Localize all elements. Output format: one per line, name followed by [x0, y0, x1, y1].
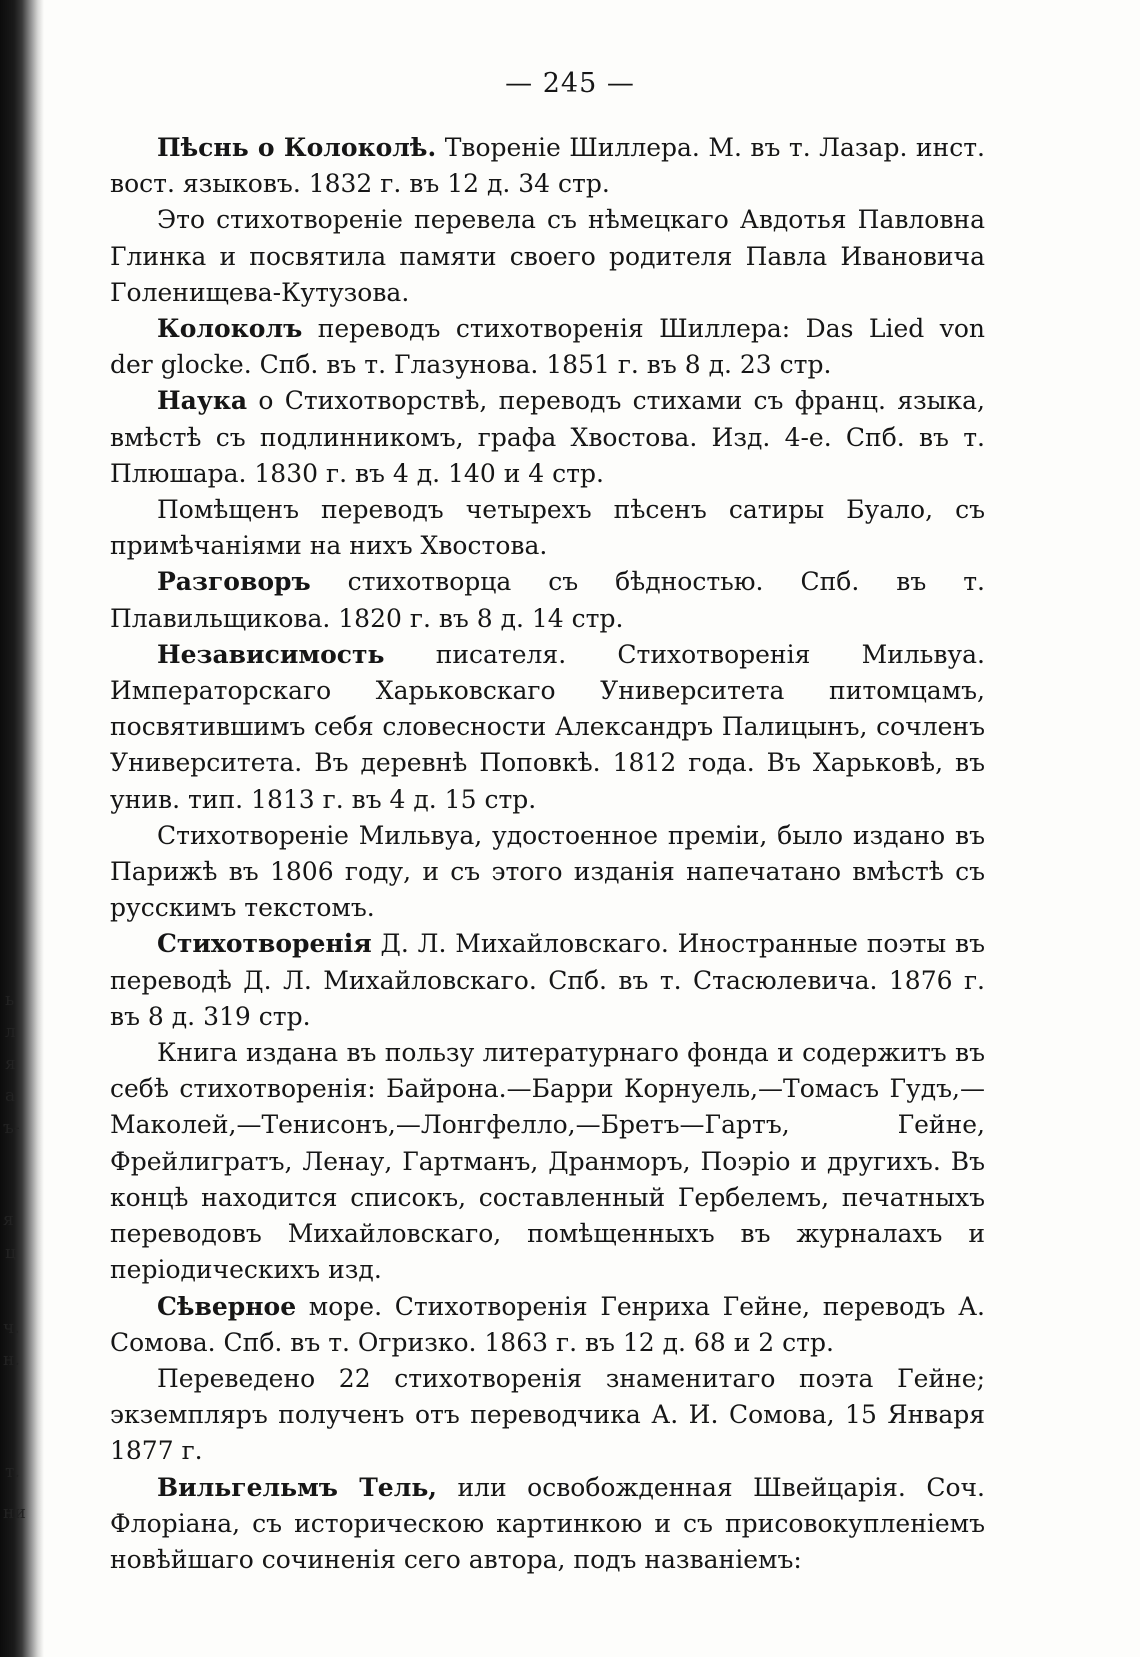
entry-body: переводъ стихотворенія Шиллера: Das Lied von der glocke. Спб. въ т. Глазунова. 1851 г. въ 8 д. 23 стр.: [110, 314, 985, 380]
entry-body: Это стихотвореніе перевела съ нѣмецкаго Авдотья Павловна Глинка и посвятила памяти своего родителя Павла Ивановича Голенищева-Кутузова.: [110, 205, 985, 307]
entry-paragraph: [110, 311, 985, 383]
entry-body: море. Стихотворенія Генриха Гейне, переводъ А. Сомова. Спб. въ т. Огризко. 1863 г. въ 12 д. 68 и 2 стр.: [110, 1291, 985, 1357]
entry-title: Пѣснь о Колоколѣ.: [157, 133, 437, 162]
entry-paragraph: [110, 1470, 985, 1579]
entry-body: или освобожденная Швейцарія. Соч. Флоріана, съ историческою картинкою и съ присовокупленіемъ новѣйшаго сочиненія сего автора, подъ названіемъ:: [110, 1472, 985, 1574]
entry-paragraph: [110, 130, 985, 202]
entry-body: Книга издана въ пользу литературнаго фонда и содержитъ въ себѣ стихотворенія: Байрона.—Барри Корнуель,—Томасъ Гудъ,—Маколей,—Тенисонъ,—Лонгфелло,—Бретъ—Гартъ, Гейне, Фрейлигратъ, Ленау, Гартманъ, Дранморъ, Поэріо и другихъ. Въ концѣ находится списокъ, составленный Гербелемъ, печатныхъ переводовъ Михайловскаго, помѣщенныхъ въ журналахъ и періодическихъ изд.: [110, 1038, 985, 1285]
margin-fragment: ни: [3, 1503, 26, 1523]
entry-title: Наука: [157, 386, 248, 416]
entry-title: Вильгельмъ Тель,: [157, 1472, 438, 1502]
margin-fragment: т.: [5, 1462, 20, 1482]
entry-paragraph: [110, 1289, 985, 1361]
entry-title: Сѣверное: [157, 1291, 297, 1321]
entry-paragraph: [110, 637, 985, 818]
entry-note: [110, 818, 985, 927]
margin-fragment: л: [5, 1022, 16, 1042]
margin-fragment: а: [5, 1086, 16, 1106]
entry-note: [110, 1361, 985, 1470]
margin-fragment: ц: [5, 1243, 16, 1263]
entry-body: о Стихотворствѣ, переводъ стихами съ франц. языка, вмѣстѣ съ подлинникомъ, графа Хвостова. Изд. 4-е. Спб. въ т. Плюшара. 1830 г. въ 4 д. 140 и 4 стр.: [110, 386, 985, 488]
entry-body: стихотворца съ бѣдностью. Спб. въ т. Плавильщикова. 1820 г. въ 8 д. 14 стр.: [110, 567, 985, 633]
entry-body: Д. Л. Михайловскаго. Иностранные поэты въ переводѣ Д. Л. Михайловскаго. Спб. въ т. Стасюлевича. 1876 г. въ 8 д. 319 стр.: [110, 929, 985, 1031]
entry-title: Колоколъ: [157, 314, 303, 344]
entry-body: Переведено 22 стихотворенія знаменитаго поэта Гейне; экземпляръ полученъ отъ переводчика А. И. Сомова, 15 Января 1877 г.: [110, 1363, 985, 1466]
entry-note: [110, 1035, 985, 1288]
page-number: — 245 —: [505, 68, 635, 99]
entry-note: [110, 202, 985, 311]
book-binding-shadow: [0, 0, 44, 1657]
margin-fragment: я: [5, 1054, 16, 1074]
entry-body: писателя. Стихотворенія Мильвуа. Императорскаго Харьковскаго Университета питомцамъ, посвятившимъ себя словесности Александръ Палицынъ, сочленъ Университета. Въ деревнѣ Поповкѣ. 1812 года. Въ Харьковѣ, въ унив. тип. 1813 г. въ 4 д. 15 стр.: [110, 639, 985, 814]
entry-body: Стихотвореніе Мильвуа, удостоенное преміи, было издано въ Парижѣ въ 1806 году, и съ этого изданія напечатано вмѣстѣ съ русскимъ текстомъ.: [110, 820, 985, 923]
entry-title: Разговоръ: [157, 567, 311, 597]
page-text: [110, 130, 985, 1578]
margin-fragment: ь: [5, 990, 15, 1010]
entry-body: Твореніе Шиллера. М. въ т. Лазар. инст. вост. языковъ. 1832 г. въ 12 д. 34 стр.: [110, 133, 985, 199]
entry-paragraph: [110, 926, 985, 1035]
margin-fragment: ъ-: [3, 1118, 20, 1138]
entry-title: Стихотворенія: [157, 929, 372, 959]
entry-paragraph: [110, 383, 985, 492]
entry-paragraph: [110, 564, 985, 636]
margin-fragment: я: [3, 1210, 14, 1230]
margin-fragment: н.: [3, 1350, 20, 1370]
entry-title: Независимость: [157, 639, 385, 669]
margin-fragment: ч.: [3, 1318, 20, 1338]
entry-note: [110, 492, 985, 564]
entry-body: Помѣщенъ переводъ четырехъ пѣсенъ сатиры Буало, съ примѣчаніями на нихъ Хвостова.: [110, 495, 985, 561]
